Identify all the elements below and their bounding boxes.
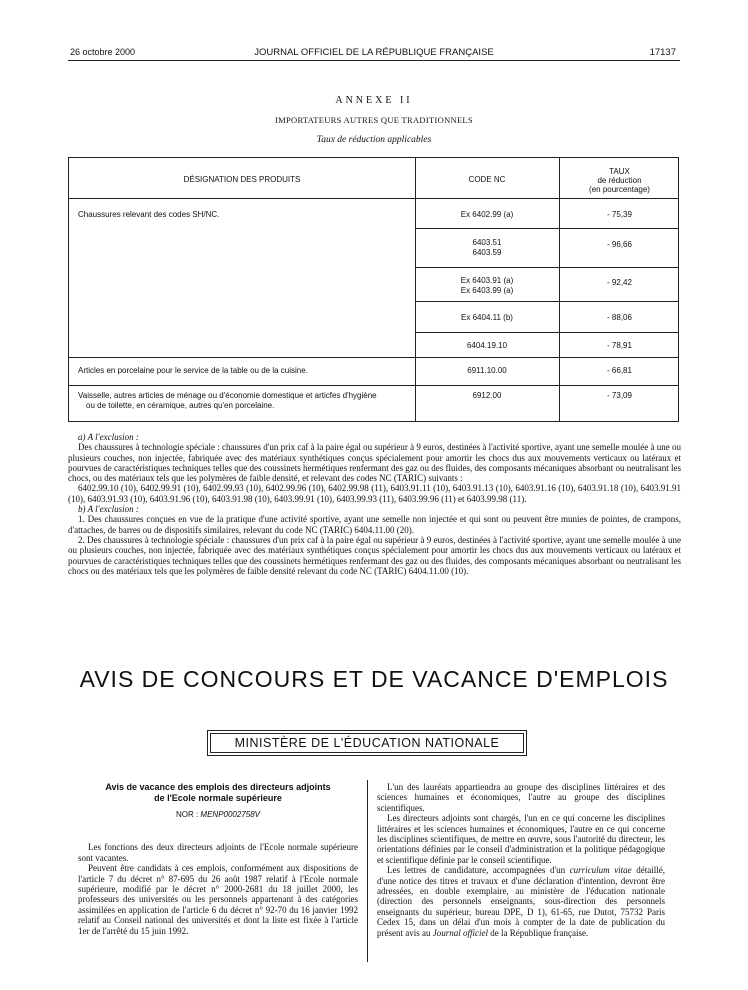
code-cell: 6404.19.10 xyxy=(466,341,508,350)
header-date: 26 octobre 2000 xyxy=(70,47,136,57)
ministry-name: MINISTÈRE DE L'ÉDUCATION NATIONALE xyxy=(210,733,524,753)
article-right-column xyxy=(377,782,665,938)
taux-cell: - 75,39 xyxy=(607,210,632,219)
table-row-rule xyxy=(69,385,678,386)
article-paragraph: Les fonctions des deux directeurs adjoints de l'Ecole normale supérieure sont vacantes. xyxy=(78,842,358,863)
note-a-codes: 6402.99.10 (10), 6402.99.91 (10), 6402.99.93 (10), 6402.99.96 (10), 6402.99.98 (11), 6403.91.11 (10), 6403.91.13 (10), 6403.91.16 (10), 6403.91.18 (10), 6403.91.91 (10), 6403.91.93 (10), 6403.91.96 (10), 6403.91.98 (10), 6403.99.91 (10), 6403.99.93 (11), 6403.99.96 (11) et 6403.99.98 (11). xyxy=(68,483,681,504)
note-a-text: Des chaussures à technologie spéciale : chaussures d'un prix caf à la paire égal ou supérieur à 9 euros, destinées à l'activité sportive, ayant une semelle moulée à une ou plusieurs couches, non injectée, fabriquée avec des matériaux synthétiques conçus spécialement pour amortir les chocs dus aux mouvements verticaux ou latéraux et pourvues de caractéristiques techniques telles que des coussinets hermétiques renfermant des gaz ou des fluides, des composants mécaniques absorbant ou neutralisant les chocs, ou des matériaux tels que les polymères de faible densité, et relevant des codes NC (TARIC) suivants : xyxy=(68,442,681,484)
taux-cell: - 78,91 xyxy=(607,341,632,350)
note-b-item-2: 2. Des chaussures à technologie spéciale : chaussures d'un prix caf à la paire égal ou supérieur à 9 euros, destinées à l'activité sportive, ayant une semelle moulée à une ou plusieurs couches, non injectée, fabriquée avec des matériaux synthétiques conçus spécialement pour amortir les chocs dus aux mouvements verticaux ou latéraux et pourvues de caractéristiques techniques telles que des coussinets hermétiques renfermant des gaz ou des fluides, des composants mécaniques absorbant ou neutralisant les chocs ou des matériaux tels que les polymères de faible densité relevant du code NC (TARIC) 6404.11.00 (10). xyxy=(68,534,681,576)
column-separator xyxy=(367,780,368,962)
designation-cell: Chaussures relevant des codes SH/NC. xyxy=(78,210,220,219)
section-title: AVIS DE CONCOURS ET DE VACANCE D'EMPLOIS xyxy=(79,666,669,692)
column-header-designation: DÉSIGNATION DES PRODUITS xyxy=(183,175,301,184)
code-cell: 6403.51 6403.59 xyxy=(472,238,502,257)
note-b-item-1: 1. Des chaussures conçues en vue de la pratique d'une activité sportive, ayant une semelle non injectée et qui sont ou peuvent être munies de pointes, de crampons, d'attaches, de barres ou de dispositifs similaires, relevant du code NC (TARIC) 6404.11.00 (20). xyxy=(68,514,681,535)
article-paragraph: Les directeurs adjoints sont chargés, l'un en ce qui concerne les disciplines littéraires et les sciences humaines et économiques, l'autre en ce qui concerne les disciplines scientifiques, de mettre en œuvre, sous l'autorité du directeur, les orientations définies par le conseil d'administration et la politique pédagogique et scientifique définie par le conseil scientifique. xyxy=(377,813,665,865)
annexe-caption: Taux de réduction applicables xyxy=(316,135,432,145)
ministry-box xyxy=(207,730,527,756)
code-cell: 6911.10.00 xyxy=(467,366,507,375)
taux-cell: - 66,81 xyxy=(607,366,632,375)
code-cell: Ex 6404.11 (b) xyxy=(461,313,513,322)
taux-cell: - 92,42 xyxy=(607,278,632,287)
journal-title: JOURNAL OFFICIEL DE LA RÉPUBLIQUE FRANÇAISE xyxy=(254,47,494,58)
article-paragraph: Les lettres de candidature, accompagnées d'un curriculum vitae détaillé, d'une notice des titres et travaux et d'une déclaration d'intention, devront être adressées, en double exemplaire, au ministère de l'éducation nationale (direction des personnels enseignants, sous-direction des personnels enseignants du supérieur, bureau DPE, D 1), 61-65, rue Dutot, 75732 Paris Cedex 15, dans un délai d'un mois à compter de la date de publication du présent avis au Journal officiel de la République française. xyxy=(377,865,665,938)
code-cell: 6912.00 xyxy=(472,391,502,400)
column-header-taux: TAUX de réduction (en pourcentage) xyxy=(589,167,650,194)
table-notes xyxy=(68,432,681,576)
article-left-column xyxy=(78,782,358,936)
annexe-subtitle: IMPORTATEURS AUTRES QUE TRADITIONNELS xyxy=(275,115,473,125)
page-number: 17137 xyxy=(649,47,676,58)
article-paragraph: Peuvent être candidats à ces emplois, conformément aux dispositions de l'article 7 du décret n° 87-695 du 26 août 1987 relatif à l'Ecole normale supérieure, modifié par le décret n° 2000-2681 du 18 juillet 2000, les professeurs des universités ou les personnels appartenant à des catégories assimilées en application de l'article 6 du décret n° 92-70 du 16 janvier 1992 relatif au Conseil national des universités et dont la liste est fixée à l'article 1er de l'arrêté du 15 juin 1992. xyxy=(78,863,358,936)
annexe-title: ANNEXE II xyxy=(335,95,413,106)
designation-cell: Articles en porcelaine pour le service de la table ou de la cuisine. xyxy=(78,366,308,375)
note-a-label: a) A l'exclusion : xyxy=(78,432,139,442)
code-cell: Ex 6402.99 (a) xyxy=(460,210,514,219)
taux-cell: - 88,06 xyxy=(607,313,632,322)
taux-cell: - 73,09 xyxy=(607,391,632,400)
article-title: Avis de vacance des emplois des directeurs adjoints de l'Ecole normale supérieure xyxy=(105,782,331,803)
table-row-rule xyxy=(415,301,678,302)
code-cell: Ex 6403.91 (a) Ex 6403.99 (a) xyxy=(460,276,514,295)
reduction-table xyxy=(68,157,679,422)
column-header-code: CODE NC xyxy=(468,175,506,184)
article-paragraph: L'un des lauréats appartiendra au groupe des disciplines littéraires et des sciences humaines et économiques, l'autre au groupe des disciplines scientifiques. xyxy=(377,782,665,813)
table-header-rule xyxy=(69,198,678,199)
taux-cell: - 96,66 xyxy=(607,240,632,249)
table-row-rule xyxy=(415,332,678,333)
table-row-rule xyxy=(415,267,678,268)
note-b-label: b) A l'exclusion : xyxy=(78,504,139,515)
table-row-rule xyxy=(69,357,678,358)
designation-cell: Vaisselle, autres articles de ménage ou d'économie domestique et articfes d'hygiène ou de toilette, en céramique, autres qu'en porcelaine. xyxy=(78,391,377,410)
table-row-rule xyxy=(415,228,678,229)
nor-reference: NOR : MENP0002758V xyxy=(175,810,261,819)
header-rule xyxy=(68,60,680,61)
